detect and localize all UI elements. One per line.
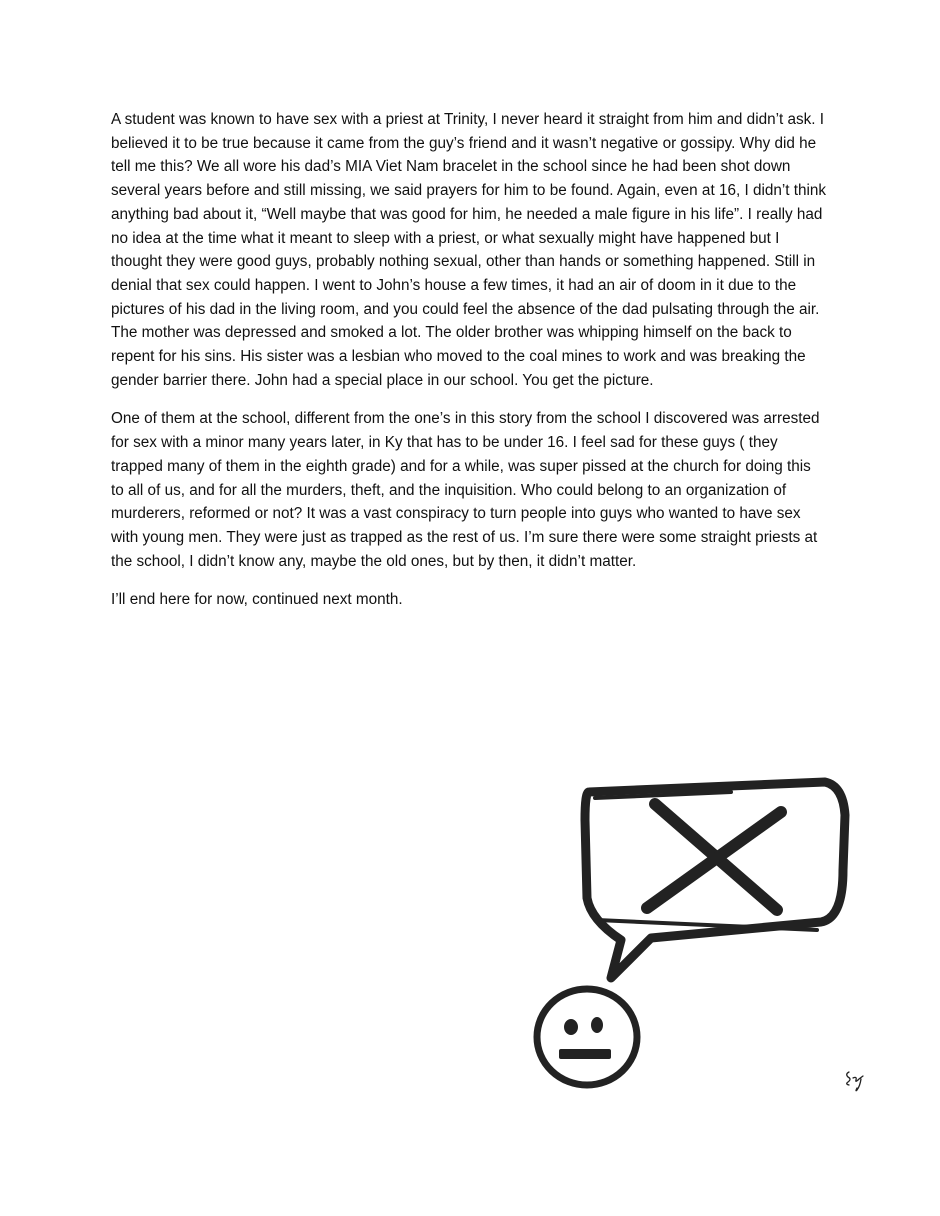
right-eye (591, 1017, 603, 1033)
neutral-face-icon (537, 989, 637, 1085)
mouth (559, 1049, 611, 1059)
paragraph-1: A student was known to have sex with a priest at Trinity, I never heard it straight from him and didn’t ask. I believed it to be true because it came from the guy’s friend and it wasn’t negative or gossipy. Why did he tell me this? We all wore his dad’s MIA Viet Nam bracelet in the school since he had been shot down several years before and still missing, we said prayers for him to be found. Again, even at 16, I didn’t think anything bad about it, “Well maybe that was good for him, he needed a male figure in his life”. I really had no idea at the time what it meant to sleep with a priest, or what sexually might have happened but I thought they were good guys, probably nothing sexual, other than hands or something happened. Still in denial that sex could happen. I went to John’s house a few times, it had an air of doom in it due to the pictures of his dad in the living room, and you could feel the absence of the dad pulsating through the air. The mother was depressed and smoked a lot. The older brother was whipping himself on the back to repent for his sins. His sister was a lesbian who moved to the coal mines to work and was breaking the gender barrier there. John had a special place in our school. You get the picture. (111, 111, 827, 389)
speech-bubble-outline (585, 782, 845, 978)
handwritten-signature-icon (843, 1068, 871, 1094)
speech-bubble-illustration (525, 770, 855, 1095)
body-text (111, 108, 827, 627)
paragraph-3: I’ll end here for now, continued next month. (111, 591, 403, 609)
paragraph-2: One of them at the school, different from the one’s in this story from the school I discovered was arrested for sex with a minor many years later, in Ky that has to be under 16. I feel sad for these guys ( they trapped many of them in the eighth grade) and for a while, was super pissed at the church for doing this to all of us, and for all the murders, theft, and the inquisition. Who could belong to an organization of murderers, reformed or not? It was a vast conspiracy to turn people into guys who wanted to have sex with young men. They were just as trapped as the rest of us. I’m sure there were some straight priests at the school, I didn’t know any, maybe the old ones, but by then, it didn’t matter. (111, 410, 820, 570)
speech-bubble-x-icon (585, 782, 845, 978)
left-eye (564, 1019, 578, 1035)
